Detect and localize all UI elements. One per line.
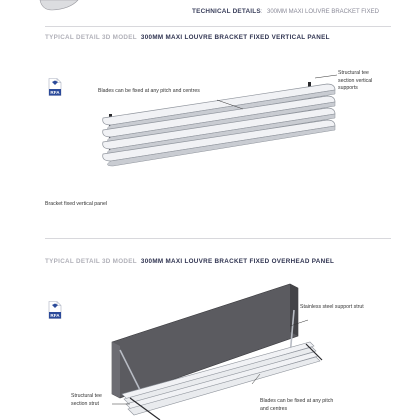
caption-vertical-panel: Bracket fixed vertical panel (45, 201, 107, 207)
page-header (192, 0, 379, 18)
annotation-line: Structural tee (71, 393, 102, 399)
rfa-badge-text: RFA (50, 90, 60, 95)
rfa-file-icon[interactable] (48, 301, 62, 319)
rfa-file-icon[interactable] (48, 78, 62, 96)
section2-heading: 300MM MAXI LOUVRE BRACKET FIXED OVERHEAD PANEL (140, 258, 335, 265)
section1-prefix: TYPICAL DETAIL 3D MODEL (45, 34, 137, 41)
annotation-line: section vertical (338, 77, 373, 84)
annotation-blades-vertical: Blades can be fixed at any pitch and centres (98, 88, 200, 94)
section1-heading: 300MM MAXI LOUVRE BRACKET FIXED VERTICAL PANEL (140, 34, 330, 41)
section2-title (45, 258, 334, 265)
divider-middle (45, 238, 391, 239)
annotation-blades-overhead (260, 398, 333, 413)
annotation-tee-overhead (71, 393, 102, 408)
annotation-line: section strut (71, 400, 99, 407)
annotation-tee-vertical (338, 70, 372, 93)
header-fragment-graphic (0, 0, 80, 12)
leader-line-tee (315, 75, 337, 78)
annotation-line: supports (338, 85, 358, 91)
louvre-blades (103, 84, 335, 166)
section1-title (45, 34, 330, 41)
annotation-strut: Stainless steel support strut (300, 304, 364, 310)
annotation-line: Blades can be fixed at any pitch (260, 398, 334, 404)
annotation-line: and centres (260, 405, 288, 412)
annotation-line: Structural tee (338, 70, 369, 76)
rfa-badge-text: RFA (50, 313, 60, 318)
divider-top (45, 26, 391, 27)
header-product: 300MM MAXI LOUVRE BRACKET FIXED (266, 9, 379, 15)
header-label: TECHNICAL DETAILS (192, 8, 261, 15)
section2-prefix: TYPICAL DETAIL 3D MODEL (45, 258, 137, 265)
header-separator: : (260, 9, 263, 15)
